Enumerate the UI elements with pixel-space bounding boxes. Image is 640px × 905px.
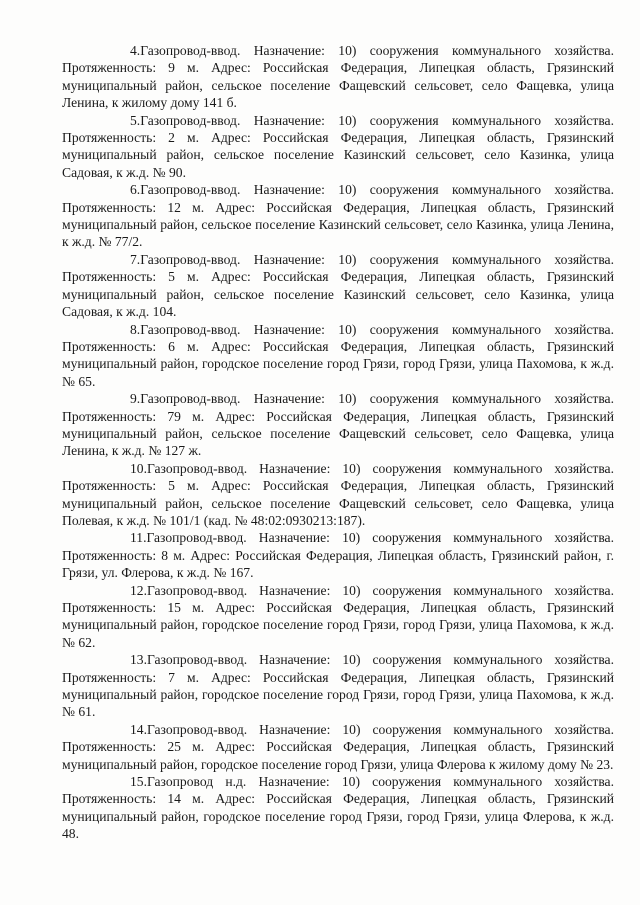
- list-item: [62, 112, 614, 182]
- item-number: 15.: [130, 774, 147, 790]
- item-number: 6.: [130, 182, 141, 198]
- item-text: Газопровод-ввод. Назначение: 10) сооружения коммунального хозяйства. Протяженность: 8 м. Адрес: Российская Федерация, Липецкая область, Грязинский район, г. Грязи, ул. Флерова, к ж.д. № 167.: [62, 530, 614, 581]
- item-text: Газопровод-ввод. Назначение: 10) сооружения коммунального хозяйства. Протяженность: 7 м. Адрес: Российская Федерация, Липецкая область, Грязинский муниципальный район, городское поселение город Грязи, город Грязи, улица Пахомова, к ж.д. № 61.: [62, 652, 614, 720]
- list-item: [62, 321, 614, 391]
- item-text: Газопровод-ввод. Назначение: 10) сооружения коммунального хозяйства. Протяженность: 79 м. Адрес: Российская Федерация, Липецкая область, Грязинский муниципальный район, сельское поселение Фащевский сельсовет, село Фащевка, улица Ленина, к ж.д. № 127 ж.: [62, 391, 614, 459]
- item-number: 13.: [130, 652, 147, 668]
- list-item: [62, 529, 614, 581]
- item-text: Газопровод-ввод. Назначение: 10) сооружения коммунального хозяйства. Протяженность: 5 м. Адрес: Российская Федерация, Липецкая область, Грязинский муниципальный район, сельское поселение Фащевский сельсовет, село Фащевка, улица Полевая, к ж.д. № 101/1 (кад. № 48:02:0930213:187).: [62, 460, 614, 528]
- item-text: Газопровод-ввод. Назначение: 10) сооружения коммунального хозяйства. Протяженность: 15 м. Адрес: Российская Федерация, Липецкая область, Грязинский муниципальный район, городское поселение город Грязи, город Грязи, улица Пахомова, к ж.д. № 62.: [62, 582, 614, 650]
- item-number: 9.: [130, 391, 141, 407]
- document-body: [62, 42, 614, 843]
- list-item: [62, 651, 614, 721]
- item-text: Газопровод-ввод. Назначение: 10) сооружения коммунального хозяйства. Протяженность: 12 м. Адрес: Российская Федерация, Липецкая область, Грязинский муниципальный район, сельское поселение Казинский сельсовет, село Казинка, улица Ленина, к ж.д. № 77/2.: [62, 182, 614, 250]
- list-item: [62, 582, 614, 652]
- list-item: [62, 721, 614, 773]
- item-text: Газопровод-ввод. Назначение: 10) сооружения коммунального хозяйства. Протяженность: 9 м. Адрес: Российская Федерация, Липецкая область, Грязинский муниципальный район, сельское поселение Фащевский сельсовет, село Фащевка, улица Ленина, к жилому дому 141 б.: [62, 43, 614, 111]
- item-text: Газопровод-ввод. Назначение: 10) сооружения коммунального хозяйства. Протяженность: 25 м. Адрес: Российская Федерация, Липецкая область, Грязинский муниципальный район, городское поселение город Грязи, улица Флерова к жилому дому № 23.: [62, 721, 614, 772]
- item-number: 10.: [130, 460, 147, 476]
- list-item: [62, 42, 614, 112]
- item-text: Газопровод-ввод. Назначение: 10) сооружения коммунального хозяйства. Протяженность: 5 м. Адрес: Российская Федерация, Липецкая область, Грязинский муниципальный район, сельское поселение Казинский сельсовет, село Казинка, улица Садовая, к ж.д. 104.: [62, 251, 614, 320]
- list-item: [62, 460, 614, 530]
- item-number: 14.: [130, 721, 147, 737]
- item-text: Газопровод-ввод. Назначение: 10) сооружения коммунального хозяйства. Протяженность: 6 м. Адрес: Российская Федерация, Липецкая область, Грязинский муниципальный район, городское поселение город Грязи, город Грязи, улица Пахомова, к ж.д. № 65.: [62, 321, 614, 389]
- item-text: Газопровод н.д. Назначение: 10) сооружения коммунального хозяйства. Протяженность: 14 м. Адрес: Российская Федерация, Липецкая область, Грязинский муниципальный район, городское поселение город Грязи, город Грязи, улица Флерова, к ж.д. 48.: [62, 774, 614, 842]
- item-number: 7.: [130, 251, 141, 267]
- item-number: 4.: [130, 43, 141, 58]
- item-number: 11.: [130, 530, 147, 546]
- list-item: [62, 773, 614, 843]
- item-number: 5.: [130, 112, 141, 128]
- item-number: 8.: [130, 321, 141, 337]
- list-item: [62, 251, 614, 321]
- item-number: 12.: [130, 582, 147, 598]
- list-item: [62, 390, 614, 460]
- item-text: Газопровод-ввод. Назначение: 10) сооружения коммунального хозяйства. Протяженность: 2 м. Адрес: Российская Федерация, Липецкая область, Грязинский муниципальный район, сельское поселение Казинский сельсовет, село Казинка, улица Садовая, к ж.д. № 90.: [62, 112, 614, 180]
- list-item: [62, 181, 614, 251]
